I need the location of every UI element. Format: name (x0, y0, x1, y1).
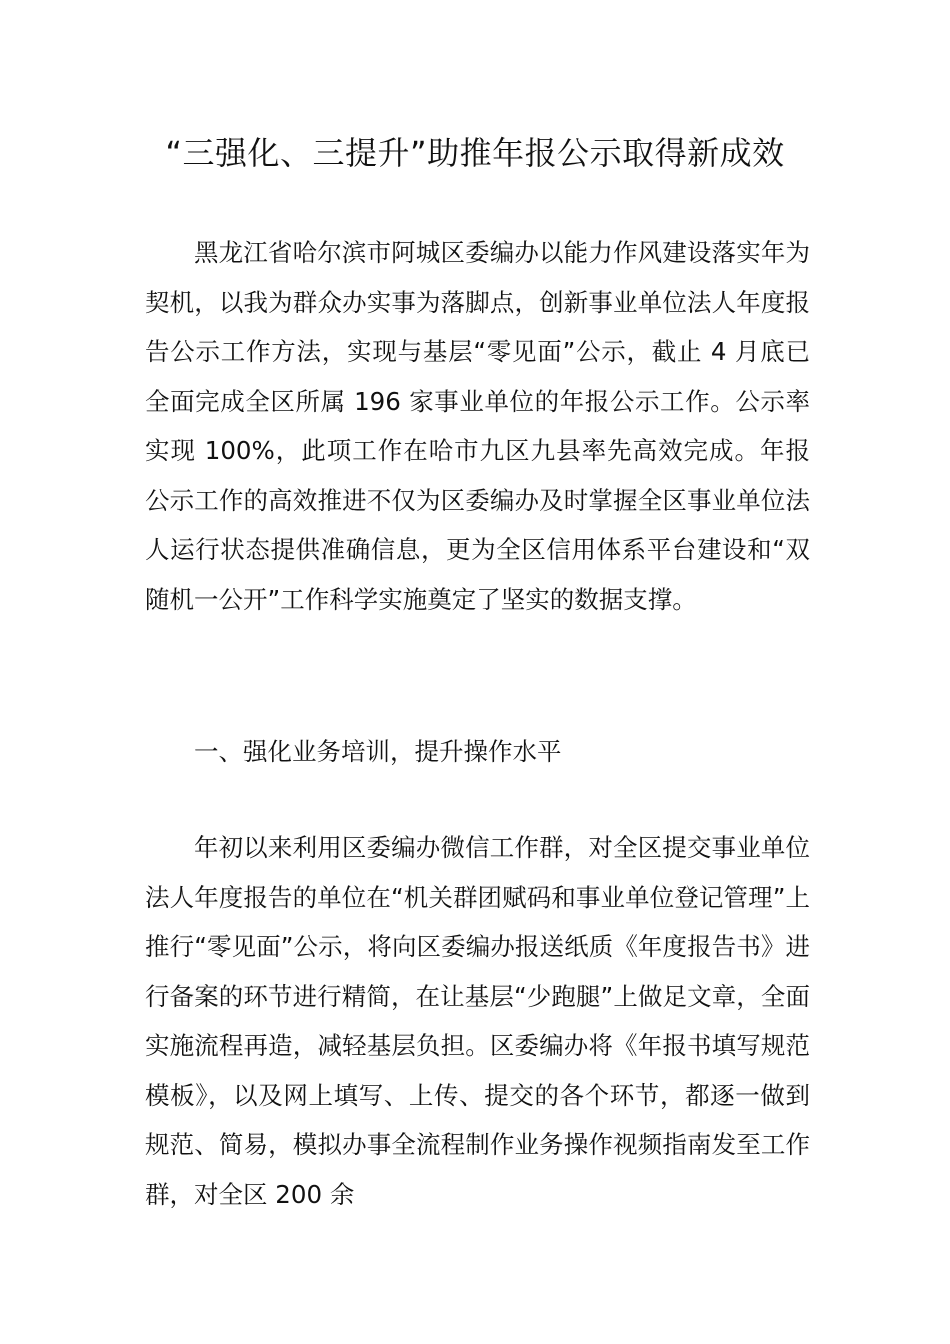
document-title: “三强化、三提升”助推年报公示取得新成效 (165, 134, 785, 172)
intro-paragraph: 黑龙江省哈尔滨市阿城区委编办以能力作风建设落实年为契机，以我为群众办实事为落脚点，创新事业单位法人年度报告公示工作方法，实现与基层“零见面”公示，截止 4 月底已全面完成全区所属 196 家事业单位的年报公示工作。公示率实现 100%，此项工作在哈市九区九县率先高效完成。年报公示工作的高效推进不仅为区委编办及时掌握全区事业单位法人运行状态提供准确信息，更为全区信用体系平台建设和“双随机一公开”工作科学实施奠定了坚实的数据支撑。 (145, 238, 810, 614)
section-body-paragraph: 年初以来利用区委编办微信工作群，对全区提交事业单位法人年度报告的单位在“机关群团赋码和事业单位登记管理”上推行“零见面”公示，将向区委编办报送纸质《年度报告书》进行备案的环节进行精简，在让基层“少跑腿”上做足文章，全面实施流程再造，减轻基层负担。区委编办将《年报书填写规范模板》，以及网上填写、上传、提交的各个环节，都逐一做到规范、简易，模拟办事全流程制作业务操作视频指南发至工作群，对全区 200 余 (145, 833, 810, 1209)
section-heading: 一、强化业务培训，提升操作水平 (194, 737, 562, 766)
